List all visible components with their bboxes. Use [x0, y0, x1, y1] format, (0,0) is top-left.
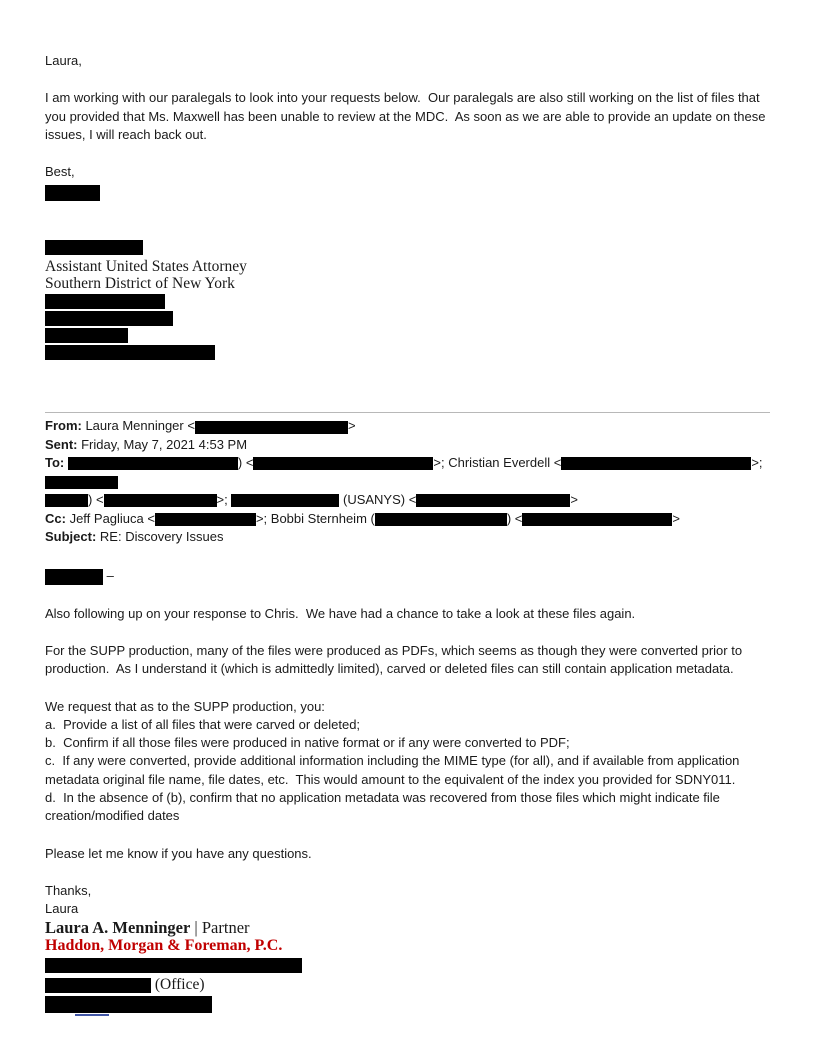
redaction-bar: [45, 958, 302, 973]
reply-closing: Best,: [45, 164, 75, 180]
from-close-bracket: >: [347, 418, 356, 434]
to-line-2: [45, 491, 770, 509]
to-line-1: [45, 454, 770, 491]
aus-title: Assistant United States Attorney: [45, 258, 247, 276]
redaction-bar: [195, 421, 348, 434]
header-divider: [45, 412, 770, 413]
redaction-bar: [45, 185, 100, 201]
cc-fragment: ) <: [506, 510, 523, 526]
redaction-bar: [416, 494, 570, 507]
subject-value: RE: Discovery Issues: [96, 528, 224, 544]
cc-fragment: >; Bobbi Sternheim (: [255, 510, 375, 526]
sent-line: [45, 436, 770, 454]
redaction-bar: [45, 240, 143, 255]
signature-name: Laura A. Menninger: [45, 918, 191, 938]
firm-name: Haddon, Morgan & Foreman, P.C.: [45, 937, 283, 955]
to-label: To:: [45, 455, 65, 471]
signature-role: Partner: [201, 918, 250, 938]
redaction-bar: [522, 513, 672, 526]
sender-first-name: Laura: [45, 901, 79, 917]
redaction-bar: [104, 494, 217, 507]
redaction-bar: [68, 457, 238, 470]
redaction-bar: [45, 494, 88, 507]
from-label: From:: [45, 418, 82, 434]
cc-line: [45, 510, 770, 528]
closing-question: Please let me know if you have any questions.: [45, 845, 312, 861]
request-item-c: c. If any were converted, provide additional information including the MIME type (for all), and if available from application metadata original file name, file dates, etc. This would amount to the equivalent of the index you provided for SDNY011.: [45, 753, 744, 787]
redaction-bar: [375, 513, 507, 526]
greeting-dash: –: [106, 568, 114, 584]
message-greeting: [45, 567, 770, 585]
request-item-a: a. Provide a list of all files that were carved or deleted;: [45, 716, 361, 732]
supp-paragraph: For the SUPP production, many of the files were produced as PDFs, which seems as though they were converted prior to production. As I understand it (which is admittedly limited), carved or deleted files can still contain application metadata.: [45, 642, 746, 677]
sent-label: Sent:: [45, 436, 78, 452]
to-fragment: >; Christian Everdell <: [433, 455, 562, 471]
cc-close-bracket: >: [672, 510, 680, 526]
to-fragment: (USANYS) <: [339, 492, 417, 508]
cc-label: Cc:: [45, 510, 66, 526]
redaction-bar: [45, 978, 151, 993]
reply-greeting: Laura,: [45, 53, 82, 68]
request-list: [45, 698, 770, 826]
from-line: [45, 417, 770, 435]
signature-separator: |: [190, 918, 202, 938]
to-close-bracket: >: [570, 492, 578, 508]
from-name: Laura Menninger <: [81, 418, 195, 434]
sender-signature-block: [45, 918, 770, 1016]
redaction-bar: [45, 345, 215, 360]
redaction-bar: [561, 457, 751, 470]
redaction-bar: [45, 996, 212, 1013]
subject-label: Subject:: [45, 528, 97, 544]
office-label: (Office): [151, 976, 205, 994]
to-fragment: ) <: [88, 492, 104, 508]
followup-paragraph: Also following up on your response to Chris. We have had a chance to take a look at these files again.: [45, 605, 636, 621]
to-fragment: ) <: [237, 455, 254, 471]
redaction-bar: [45, 311, 173, 326]
request-intro: We request that as to the SUPP production, you:: [45, 698, 325, 714]
hyperlink-underline-fragment: [75, 1014, 109, 1016]
redaction-bar: [45, 328, 128, 343]
signature-name-line: [45, 918, 770, 937]
to-fragment: >;: [216, 492, 232, 508]
aus-org: Southern District of New York: [45, 275, 235, 293]
redaction-bar: [45, 294, 165, 309]
subject-line: [45, 528, 770, 546]
to-fragment: >;: [751, 455, 767, 471]
request-item-b: b. Confirm if all those files were produced in native format or if any were converted to PDF;: [45, 735, 570, 751]
thanks-line: Thanks,: [45, 882, 92, 898]
aus-signature-block: [45, 240, 770, 360]
redaction-bar: [45, 569, 103, 585]
reply-sender-redaction: [45, 184, 770, 202]
redaction-bar: [253, 457, 433, 470]
reply-body: I am working with our paralegals to look into your requests below. Our paralegals are also still working on the list of files that you provided that Ms. Maxwell has been unable to review at the MDC. As soon as we are able to provide an update on these issues, I will reach back out.: [45, 90, 770, 142]
redaction-bar: [155, 513, 256, 526]
quoted-message-body: [45, 567, 770, 918]
redaction-bar: [231, 494, 339, 507]
redaction-bar: [45, 476, 118, 489]
office-phone-line: [45, 976, 770, 994]
request-item-d: d. In the absence of (b), confirm that no application metadata was recovered from those files which might indicate file creation/modified dates: [45, 790, 724, 824]
cc-fragment: Jeff Pagliuca <: [65, 510, 155, 526]
sent-value: Friday, May 7, 2021 4:53 PM: [77, 436, 248, 452]
quoted-email-header: [45, 417, 770, 546]
